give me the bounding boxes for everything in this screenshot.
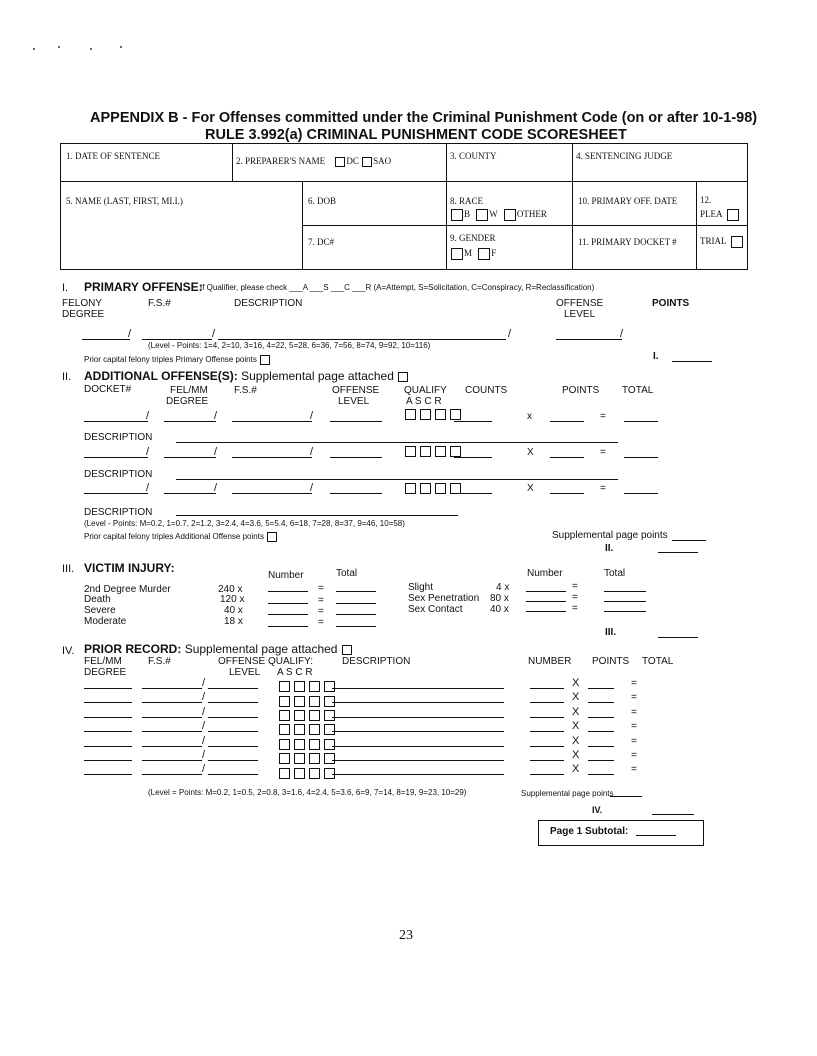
- points-field[interactable]: [588, 731, 614, 732]
- equals-sign: =: [631, 735, 637, 747]
- trial-option: TRIAL: [700, 236, 744, 248]
- number-field[interactable]: [530, 688, 564, 689]
- points-field[interactable]: [588, 774, 614, 775]
- fs-number-field[interactable]: [232, 421, 312, 422]
- total-label: Total: [604, 568, 626, 579]
- primary-docket-label: 11. PRIMARY DOCKET #: [578, 237, 677, 247]
- total-field[interactable]: [336, 591, 376, 592]
- injury-type-label: Severe: [84, 605, 116, 616]
- offense-level-field[interactable]: [208, 688, 258, 689]
- number-field[interactable]: [268, 626, 308, 627]
- fs-number-field[interactable]: [142, 688, 202, 689]
- level-label: LEVEL: [338, 396, 370, 407]
- equals-sign: =: [631, 750, 637, 761]
- dc-number-label: 7. DC#: [308, 237, 335, 247]
- total-field[interactable]: [336, 614, 376, 615]
- points-field[interactable]: [550, 457, 584, 458]
- header-table: [60, 143, 748, 270]
- number-field[interactable]: [268, 603, 308, 604]
- qualifier-checkboxes[interactable]: [404, 443, 464, 461]
- total-field[interactable]: [604, 611, 646, 612]
- total-field[interactable]: [604, 601, 646, 602]
- number-field[interactable]: [530, 731, 564, 732]
- number-label: Number: [527, 568, 563, 579]
- offense-level-field[interactable]: [330, 457, 382, 458]
- level-points-key: (Level - Points: 1=4, 2=10, 3=16, 4=22, 5=28, 6=36, 7=56, 8=74, 9=92, 10=116): [148, 341, 431, 350]
- degree-label: DEGREE: [62, 309, 105, 320]
- section-2-numeral: II.: [62, 371, 72, 383]
- offense-level-field[interactable]: [208, 717, 258, 718]
- gender-f-checkbox[interactable]: [478, 248, 490, 260]
- level-points-key: (Level - Points: M=0.2, 1=0.7, 2=1.2, 3=2.4, 4=3.6, 5=5.4, 6=18, 7=28, 8=37, 9=46, 10=58): [84, 519, 405, 528]
- fel-mm-label: FEL/MM: [170, 385, 208, 396]
- fs-number-field[interactable]: [232, 457, 312, 458]
- offense-level-field[interactable]: [208, 760, 258, 761]
- fs-number-field[interactable]: [142, 746, 202, 747]
- number-field[interactable]: [530, 702, 564, 703]
- race-label: 8. RACE: [450, 196, 484, 206]
- section-2-subtotal-field[interactable]: [658, 552, 698, 553]
- multiply-sign: X: [572, 720, 580, 733]
- scan-dot: [33, 48, 35, 50]
- scan-dot: [90, 48, 92, 50]
- total-label: Total: [336, 568, 358, 579]
- preparer-dc-checkbox[interactable]: [335, 157, 345, 167]
- section-4-numeral: IV.: [62, 645, 75, 657]
- description-field[interactable]: [176, 479, 618, 480]
- equals-sign: =: [631, 692, 637, 704]
- points-field[interactable]: [550, 421, 584, 422]
- offense-label: OFFENSE: [218, 656, 266, 667]
- points-field[interactable]: [588, 688, 614, 689]
- name-label: 5. NAME (LAST, FIRST, MI.I.): [66, 196, 183, 206]
- number-label: Number: [268, 570, 304, 581]
- page-subtotal-label: Page 1 Subtotal:: [550, 826, 629, 837]
- section-3-numeral: III.: [62, 563, 75, 575]
- page-number: 23: [399, 928, 413, 943]
- fs-number-field[interactable]: [142, 702, 202, 703]
- supplemental-points-field[interactable]: [672, 540, 706, 541]
- rule-title: RULE 3.992(a) CRIMINAL PUNISHMENT CODE SCORESHEET: [205, 127, 627, 143]
- offense-level-field[interactable]: [330, 493, 382, 494]
- injury-multiplier: 80 x: [490, 593, 509, 604]
- number-label: NUMBER: [528, 656, 572, 667]
- level-label: LEVEL: [564, 309, 596, 320]
- multiply-sign: X: [572, 677, 580, 689]
- prior-record-heading: PRIOR RECORD: Supplemental page attached: [84, 642, 353, 656]
- docket-field[interactable]: [84, 493, 148, 494]
- fel-mm-field[interactable]: [164, 493, 216, 494]
- multiply-sign: X: [572, 691, 580, 704]
- victim-injury-heading: VICTIM INJURY:: [84, 561, 175, 575]
- gender-m-checkbox[interactable]: [451, 248, 463, 260]
- total-field[interactable]: [624, 493, 658, 494]
- description-field[interactable]: [332, 717, 504, 718]
- number-field[interactable]: [268, 591, 308, 592]
- degree-label: DEGREE: [84, 667, 127, 678]
- number-field[interactable]: [530, 760, 564, 761]
- fel-mm-field[interactable]: [84, 774, 132, 775]
- number-field[interactable]: [526, 601, 566, 602]
- offense-level-field[interactable]: [208, 774, 258, 775]
- scan-dot: [58, 46, 60, 48]
- section-4-subtotal-label: IV.: [592, 805, 603, 815]
- equals-sign: =: [631, 764, 637, 776]
- plea-checkbox[interactable]: [727, 209, 739, 221]
- fs-number-field[interactable]: [142, 760, 202, 761]
- points-field[interactable]: [588, 746, 614, 747]
- preparer-sao-checkbox[interactable]: [362, 157, 372, 167]
- fs-number-field[interactable]: [142, 731, 202, 732]
- total-field[interactable]: [336, 603, 376, 604]
- fs-label: F.S.#: [234, 385, 257, 396]
- felony-label: FELONY: [62, 298, 103, 309]
- appendix-title: APPENDIX B - For Offenses committed under the Criminal Punishment Code (on or after 10-1-98): [90, 110, 758, 126]
- preparer-name-label: 2. PREPARER'S NAME DC SAO: [236, 156, 392, 166]
- trial-checkbox[interactable]: [731, 236, 743, 248]
- race-w-checkbox[interactable]: [476, 209, 488, 221]
- prior-capital-checkbox[interactable]: [260, 355, 270, 365]
- description-field[interactable]: [332, 774, 504, 775]
- description-field[interactable]: [332, 760, 504, 761]
- offense-level-field[interactable]: [556, 339, 622, 340]
- race-options: B W OTHER: [450, 209, 547, 221]
- offense-label: OFFENSE: [556, 298, 604, 309]
- fel-mm-label: FEL/MM: [84, 656, 122, 667]
- scan-dot: [120, 46, 122, 48]
- fel-mm-field[interactable]: [84, 717, 132, 718]
- fs-label: F.S.#: [148, 656, 171, 667]
- offense-level-field[interactable]: [208, 746, 258, 747]
- equals-sign: =: [631, 721, 637, 733]
- supplemental-page-points-label: Supplemental page points: [552, 530, 668, 541]
- injury-multiplier: 40 x: [224, 605, 243, 616]
- number-field[interactable]: [530, 746, 564, 747]
- race-other-checkbox[interactable]: [504, 209, 516, 221]
- offense-level-field[interactable]: [208, 702, 258, 703]
- fs-number-field[interactable]: [142, 717, 202, 718]
- felony-degree-field[interactable]: [82, 339, 130, 340]
- fs-number-field[interactable]: [142, 774, 202, 775]
- ascr-label: A S C R: [277, 667, 313, 678]
- item-12-label: 12.: [700, 195, 712, 205]
- section-1-subtotal-field[interactable]: [672, 361, 712, 362]
- total-label: TOTAL: [622, 385, 654, 396]
- page-subtotal-field[interactable]: [636, 835, 676, 836]
- injury-multiplier: 18 x: [224, 616, 243, 627]
- primary-off-date-label: 10. PRIMARY OFF. DATE: [578, 196, 678, 206]
- additional-offense-heading: ADDITIONAL OFFENSE(S): Supplemental page attached: [84, 369, 409, 383]
- points-field[interactable]: [588, 717, 614, 718]
- fel-mm-field[interactable]: [84, 731, 132, 732]
- injury-multiplier: 120 x: [220, 594, 245, 605]
- county-label: 3. COUNTY: [450, 151, 497, 161]
- number-field[interactable]: [530, 717, 564, 718]
- fel-mm-field[interactable]: [164, 421, 216, 422]
- injury-multiplier: 240 x: [218, 584, 243, 595]
- description-field[interactable]: [176, 442, 618, 443]
- injury-multiplier: 40 x: [490, 604, 509, 615]
- fel-mm-field[interactable]: [84, 688, 132, 689]
- points-field[interactable]: [588, 702, 614, 703]
- section-3-subtotal-label: III.: [605, 627, 617, 638]
- supplemental-page-points-label: Supplemental page points: [521, 789, 614, 798]
- multiply-sign: X: [572, 705, 580, 718]
- total-field[interactable]: [624, 457, 658, 458]
- total-label: TOTAL: [642, 656, 674, 667]
- docket-field[interactable]: [84, 457, 148, 458]
- injury-type-label: Slight: [408, 582, 434, 593]
- date-of-sentence-label: 1. DATE OF SENTENCE: [66, 151, 160, 161]
- dob-label: 6. DOB: [308, 196, 337, 206]
- total-field[interactable]: [604, 591, 646, 592]
- counts-field[interactable]: [454, 421, 492, 422]
- number-field[interactable]: [530, 774, 564, 775]
- qualify-label: QUALIFY:: [268, 656, 314, 667]
- description-label: DESCRIPTION: [234, 298, 303, 309]
- description-label: DESCRIPTION: [84, 469, 153, 480]
- description-field[interactable]: [332, 688, 504, 689]
- counts-field[interactable]: [454, 493, 492, 494]
- description-label: DESCRIPTION: [342, 656, 411, 667]
- multiply-sign: X: [572, 734, 580, 747]
- level-label: LEVEL: [229, 667, 261, 678]
- offense-level-field[interactable]: [208, 731, 258, 732]
- description-label: DESCRIPTION: [84, 432, 153, 443]
- description-field[interactable]: [176, 515, 458, 516]
- injury-multiplier: 4 x: [496, 582, 510, 593]
- equals-sign: =: [631, 678, 637, 689]
- total-field[interactable]: [624, 421, 658, 422]
- total-field[interactable]: [336, 626, 376, 627]
- fel-mm-field[interactable]: [84, 746, 132, 747]
- qualifier-checkboxes[interactable]: [278, 764, 338, 782]
- fel-mm-field[interactable]: [84, 760, 132, 761]
- section-1-numeral: I.: [62, 282, 69, 294]
- prior-record-supp-checkbox[interactable]: [342, 645, 352, 655]
- section-2-subtotal-label: II.: [605, 543, 614, 554]
- counts-field[interactable]: [454, 457, 492, 458]
- injury-type-label: Sex Penetration: [408, 593, 480, 604]
- degree-label: DEGREE: [166, 396, 209, 407]
- level-points-key: (Level = Points: M=0.2, 1=0.5, 2=0.8, 3=1.6, 4=2.4, 5=3.6, 6=9, 7=14, 8=19, 9=23, 10=29): [148, 788, 467, 797]
- injury-type-label: Moderate: [84, 616, 127, 627]
- prior-capital-note: Prior capital felony triples Primary Offense points: [84, 355, 271, 365]
- ascr-label: A S C R: [406, 396, 442, 407]
- injury-type-label: Sex Contact: [408, 604, 463, 615]
- injury-type-label: Death: [84, 594, 111, 605]
- points-label: POINTS: [562, 385, 600, 396]
- qualify-label: QUALIFY: [404, 385, 447, 396]
- prior-capital-additional-checkbox[interactable]: [267, 532, 277, 542]
- description-field[interactable]: [332, 702, 504, 703]
- docket-field[interactable]: [84, 421, 148, 422]
- additional-supp-checkbox[interactable]: [398, 372, 408, 382]
- counts-label: COUNTS: [465, 385, 508, 396]
- gender-options: M F: [450, 248, 496, 260]
- qualifier-instructions: If Qualifier, please check ___A ___S ___C ___R (A=Attempt, S=Solicitation, C=Conspiracy, R=Reclassification): [200, 283, 595, 292]
- section-4-subtotal-field[interactable]: [652, 814, 694, 815]
- offense-level-field[interactable]: [330, 421, 382, 422]
- fs-label: F.S.#: [148, 298, 171, 309]
- description-field[interactable]: [332, 731, 504, 732]
- prior-capital-note: Prior capital felony triples Additional Offense points: [84, 532, 278, 542]
- equals-sign: =: [631, 706, 637, 718]
- number-field[interactable]: [526, 591, 566, 592]
- section-1-subtotal-label: I.: [653, 351, 659, 362]
- multiply-sign: X: [572, 749, 580, 761]
- sentencing-judge-label: 4. SENTENCING JUDGE: [576, 151, 673, 161]
- fs-number-field[interactable]: [142, 339, 212, 340]
- number-field[interactable]: [526, 611, 566, 612]
- points-field[interactable]: [550, 493, 584, 494]
- points-label: POINTS: [592, 656, 630, 667]
- primary-offense-heading: PRIMARY OFFENSE:: [84, 280, 203, 294]
- description-field[interactable]: [332, 746, 504, 747]
- supplemental-points-field[interactable]: [610, 796, 642, 797]
- fel-mm-field[interactable]: [84, 702, 132, 703]
- race-b-checkbox[interactable]: [451, 209, 463, 221]
- section-3-subtotal-field[interactable]: [658, 637, 698, 638]
- number-field[interactable]: [268, 614, 308, 615]
- docket-label: DOCKET#: [84, 384, 132, 395]
- points-label: POINTS: [652, 298, 690, 309]
- injury-type-label: 2nd Degree Murder: [84, 584, 171, 595]
- plea-option: PLEA: [700, 209, 740, 221]
- points-field[interactable]: [588, 760, 614, 761]
- description-label: DESCRIPTION: [84, 507, 153, 518]
- fs-number-field[interactable]: [232, 493, 312, 494]
- offense-label: OFFENSE: [332, 385, 380, 396]
- gender-label: 9. GENDER: [450, 233, 496, 243]
- multiply-sign: X: [572, 763, 580, 776]
- description-field[interactable]: [218, 339, 506, 340]
- qualifier-checkboxes[interactable]: [404, 480, 464, 498]
- fel-mm-field[interactable]: [164, 457, 216, 458]
